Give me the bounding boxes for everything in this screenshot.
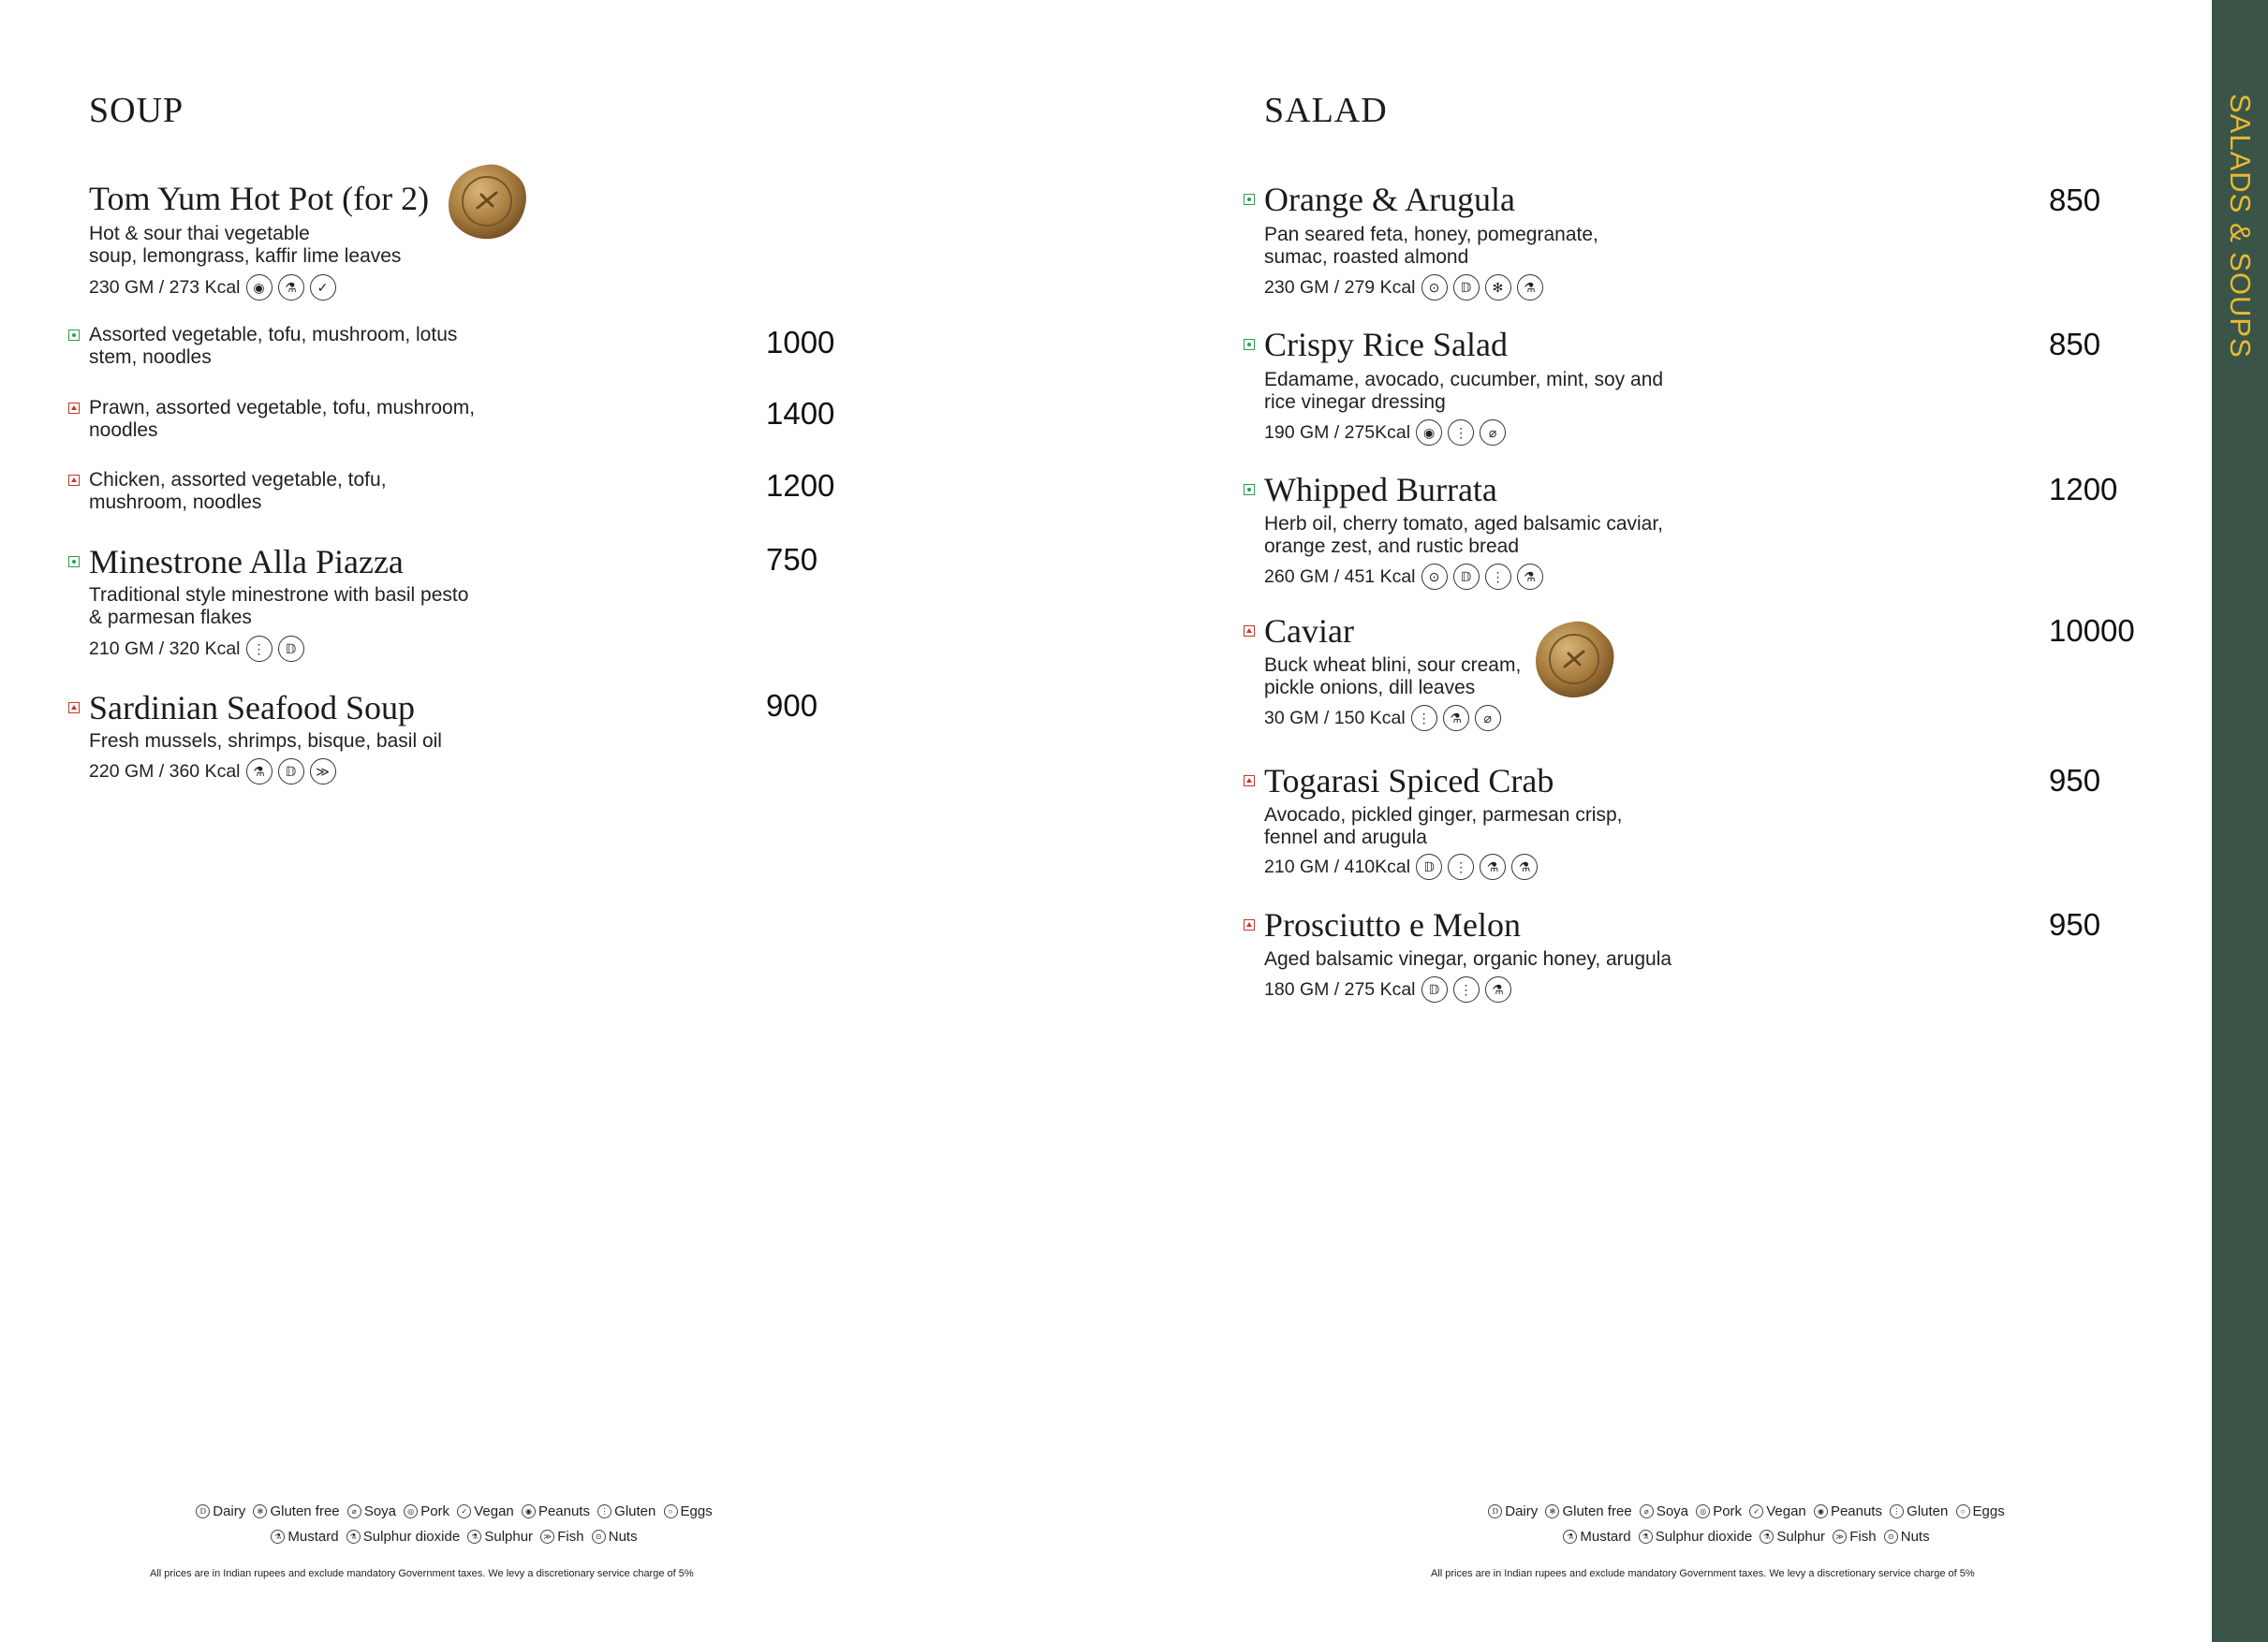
dish-description-line: fennel and arugula <box>1264 827 1427 848</box>
legend-label: Pork <box>1713 1503 1743 1519</box>
weight-calories: 230 GM / 279 Kcal <box>1264 277 1416 298</box>
legend-label: Nuts <box>1900 1529 1930 1545</box>
sulphur-icon: ⚗ <box>467 1530 481 1544</box>
peanuts-icon: ◉ <box>1416 419 1442 446</box>
veg-indicator-icon <box>1244 484 1255 495</box>
dish-description-line: soup, lemongrass, kaffir lime leaves <box>89 245 402 267</box>
legend-row <box>0 1498 908 1523</box>
dairy-icon: 𝔻 <box>1421 976 1448 1003</box>
variant-description-line: mushroom, noodles <box>89 491 262 513</box>
legend-label: Eggs <box>1972 1503 2005 1519</box>
sulphur-icon: ⚗ <box>1517 274 1543 301</box>
legend-row <box>1278 1523 2215 1548</box>
soya-icon: ⌀ <box>1475 705 1501 731</box>
dish-nutrition <box>1264 273 1543 301</box>
sulphur-dioxide-icon: ⚗ <box>1639 1530 1653 1544</box>
dish-description-line: Hot & sour thai vegetable <box>89 223 310 244</box>
mustard-icon: ⚗ <box>1485 976 1511 1003</box>
pork-icon: ◎ <box>1696 1504 1710 1518</box>
eggs-icon: ○ <box>664 1504 678 1518</box>
weight-calories: 260 GM / 451 Kcal <box>1264 566 1416 587</box>
dish-description-line: & parmesan flakes <box>89 607 252 628</box>
legend-label: Gluten free <box>270 1503 340 1519</box>
dish-price: 950 <box>2049 907 2101 942</box>
eggs-icon: ○ <box>1956 1504 1970 1518</box>
legend-label: Dairy <box>1505 1503 1539 1519</box>
dish-name: Sardinian Seafood Soup <box>89 689 415 726</box>
dish-nutrition <box>89 273 336 301</box>
variant-description-line: Chicken, assorted vegetable, tofu, <box>89 469 387 491</box>
gluten-free-icon: ✻ <box>1485 274 1511 301</box>
nonveg-indicator-icon <box>68 702 80 713</box>
soya-icon: ⌀ <box>1480 419 1506 446</box>
legend-label: Soya <box>1656 1503 1689 1519</box>
veg-indicator-icon <box>68 556 80 567</box>
soup-page <box>0 0 1133 1642</box>
legend-label: Soya <box>363 1503 397 1519</box>
dish-name: Minestrone Alla Piazza <box>89 543 404 580</box>
peanuts-icon: ◉ <box>1814 1504 1828 1518</box>
dairy-icon: 𝔻 <box>196 1504 210 1518</box>
veg-indicator-icon <box>1244 339 1255 350</box>
legend-label: Vegan <box>1766 1503 1806 1519</box>
mustard-icon: ⚗ <box>278 274 304 301</box>
legend-label: Dairy <box>213 1503 246 1519</box>
fish-icon: ≫ <box>1833 1530 1847 1544</box>
dairy-icon: 𝔻 <box>278 636 304 662</box>
variant-price: 1000 <box>766 325 835 359</box>
dish-nutrition <box>1264 704 1501 732</box>
weight-calories: 190 GM / 275Kcal <box>1264 422 1411 443</box>
dish-price: 1200 <box>2049 472 2118 506</box>
variant-description-line: stem, noodles <box>89 346 212 368</box>
dish-nutrition <box>1264 418 1506 447</box>
price-footnote: All prices are in Indian rupees and exclude mandatory Government taxes. We levy a discretionary service charge of 5% <box>1431 1568 1975 1579</box>
gluten-icon: ⋮ <box>597 1504 611 1518</box>
weight-calories: 180 GM / 275 Kcal <box>1264 979 1416 1000</box>
mustard-icon: ⚗ <box>1443 705 1469 731</box>
dish-description-line: Avocado, pickled ginger, parmesan crisp, <box>1264 804 1623 826</box>
allergen-legend <box>1278 1498 2215 1548</box>
variant-description-line: Prawn, assorted vegetable, tofu, mushroom, <box>89 397 476 418</box>
legend-row <box>1278 1498 2215 1523</box>
legend-label: Sulphur dioxide <box>362 1529 461 1545</box>
fish-icon: ≫ <box>310 758 336 784</box>
dish-name: Orange & Arugula <box>1264 181 1515 218</box>
gluten-icon: ⋮ <box>246 636 272 662</box>
sulphur-icon: ⚗ <box>1511 854 1538 880</box>
allergen-legend <box>0 1498 908 1548</box>
vegan-icon: ✓ <box>1749 1504 1763 1518</box>
side-tab-label-container <box>2212 94 2268 374</box>
legend-label: Gluten free <box>1562 1503 1632 1519</box>
dish-price: 900 <box>766 688 818 723</box>
dish-description-line: orange zest, and rustic bread <box>1264 535 1519 557</box>
legend-label: Sulphur dioxide <box>1655 1529 1753 1545</box>
nuts-icon: ⊙ <box>592 1530 606 1544</box>
variant-price: 1400 <box>766 396 835 431</box>
fish-icon: ≫ <box>540 1530 554 1544</box>
nonveg-indicator-icon <box>1244 775 1255 786</box>
side-tab-label: SALADS & SOUPS <box>2224 94 2257 359</box>
dish-description-line: Edamame, avocado, cucumber, mint, soy and <box>1264 369 1664 390</box>
pork-icon: ◎ <box>404 1504 418 1518</box>
vegan-icon: ✓ <box>457 1504 471 1518</box>
dish-description-line: Buck wheat blini, sour cream, <box>1264 654 1522 676</box>
gluten-icon: ⋮ <box>1890 1504 1904 1518</box>
dish-price: 750 <box>766 542 818 577</box>
dish-name: Whipped Burrata <box>1264 471 1497 508</box>
nonveg-indicator-icon <box>1244 919 1255 931</box>
nuts-icon: ⊙ <box>1421 274 1448 301</box>
dish-price: 10000 <box>2049 613 2135 648</box>
variant-description-line: Assorted vegetable, tofu, mushroom, lotus <box>89 324 458 345</box>
legend-row <box>0 1523 908 1548</box>
dish-nutrition <box>1264 563 1543 591</box>
dish-price: 950 <box>2049 763 2101 798</box>
variant-description-line: noodles <box>89 419 158 441</box>
price-footnote: All prices are in Indian rupees and exclude mandatory Government taxes. We levy a discretionary service charge of 5% <box>150 1568 694 1579</box>
legend-label: Sulphur <box>484 1529 534 1545</box>
mustard-icon: ⚗ <box>246 758 272 784</box>
dish-nutrition <box>1264 853 1538 881</box>
dish-description-line: pickle onions, dill leaves <box>1264 677 1476 698</box>
gluten-icon: ⋮ <box>1485 564 1511 590</box>
nonveg-indicator-icon <box>1244 625 1255 637</box>
legend-label: Eggs <box>680 1503 713 1519</box>
wax-seal-icon <box>1531 618 1617 700</box>
dish-nutrition <box>1264 975 1511 1004</box>
gluten-icon: ⋮ <box>1411 705 1437 731</box>
nonveg-indicator-icon <box>68 475 80 486</box>
dish-description-line: Herb oil, cherry tomato, aged balsamic caviar, <box>1264 513 1664 535</box>
dairy-icon: 𝔻 <box>1416 854 1442 880</box>
soya-icon: ⌀ <box>347 1504 361 1518</box>
gluten-icon: ⋮ <box>1453 976 1480 1003</box>
dairy-icon: 𝔻 <box>1453 274 1480 301</box>
legend-label: Pork <box>420 1503 450 1519</box>
dish-price: 850 <box>2049 183 2101 217</box>
weight-calories: 30 GM / 150 Kcal <box>1264 708 1406 728</box>
dish-name: Caviar <box>1264 612 1354 650</box>
wax-seal-icon <box>444 161 530 242</box>
peanuts-icon: ◉ <box>246 274 272 301</box>
legend-label: Gluten <box>1907 1503 1949 1519</box>
dish-description-line: Aged balsamic vinegar, organic honey, arugula <box>1264 948 1672 970</box>
dairy-icon: 𝔻 <box>1453 564 1480 590</box>
gluten-free-icon: ✻ <box>253 1504 267 1518</box>
weight-calories: 210 GM / 410Kcal <box>1264 857 1411 877</box>
legend-label: Vegan <box>474 1503 514 1519</box>
veg-indicator-icon <box>1244 194 1255 205</box>
legend-label: Peanuts <box>538 1503 590 1519</box>
legend-label: Gluten <box>614 1503 656 1519</box>
sulphur-dioxide-icon: ⚗ <box>346 1530 361 1544</box>
dish-name: Crispy Rice Salad <box>1264 326 1508 363</box>
legend-label: Fish <box>557 1529 584 1545</box>
peanuts-icon: ◉ <box>522 1504 536 1518</box>
dish-nutrition <box>89 757 336 785</box>
variant-price: 1200 <box>766 468 835 503</box>
legend-label: Peanuts <box>1830 1503 1882 1519</box>
dish-nutrition <box>89 635 304 663</box>
gluten-icon: ⋮ <box>1448 854 1474 880</box>
sulphur-icon: ⚗ <box>1760 1530 1774 1544</box>
dish-name: Togarasi Spiced Crab <box>1264 762 1554 799</box>
dish-name: Prosciutto e Melon <box>1264 906 1521 944</box>
weight-calories: 230 GM / 273 Kcal <box>89 277 241 298</box>
dish-price: 850 <box>2049 327 2101 361</box>
vegan-icon: ✓ <box>310 274 336 301</box>
legend-label: Sulphur <box>1776 1529 1826 1545</box>
legend-label: Mustard <box>287 1529 339 1545</box>
mustard-icon: ⚗ <box>271 1530 285 1544</box>
dish-name: Tom Yum Hot Pot (for 2) <box>89 180 430 217</box>
salad-page <box>1133 0 2212 1642</box>
legend-label: Nuts <box>608 1529 638 1545</box>
dish-description-line: sumac, roasted almond <box>1264 246 1469 268</box>
veg-indicator-icon <box>68 330 80 341</box>
sulphur-icon: ⚗ <box>1517 564 1543 590</box>
mustard-icon: ⚗ <box>1563 1530 1577 1544</box>
legend-label: Fish <box>1849 1529 1877 1545</box>
legend-label: Mustard <box>1580 1529 1631 1545</box>
soya-icon: ⌀ <box>1640 1504 1654 1518</box>
nuts-icon: ⊙ <box>1421 564 1448 590</box>
nonveg-indicator-icon <box>68 403 80 414</box>
section-title-soup: SOUP <box>89 91 184 130</box>
dairy-icon: 𝔻 <box>278 758 304 784</box>
weight-calories: 210 GM / 320 Kcal <box>89 638 241 659</box>
nuts-icon: ⊙ <box>1884 1530 1898 1544</box>
mustard-icon: ⚗ <box>1480 854 1506 880</box>
section-title-salad: SALAD <box>1264 91 1388 130</box>
dairy-icon: 𝔻 <box>1488 1504 1502 1518</box>
gluten-free-icon: ✻ <box>1545 1504 1559 1518</box>
dish-description-line: rice vinegar dressing <box>1264 391 1446 413</box>
dish-description-line: Pan seared feta, honey, pomegranate, <box>1264 224 1598 245</box>
gluten-icon: ⋮ <box>1448 419 1474 446</box>
dish-description-line: Traditional style minestrone with basil pesto <box>89 584 469 606</box>
dish-description-line: Fresh mussels, shrimps, bisque, basil oil <box>89 730 442 752</box>
weight-calories: 220 GM / 360 Kcal <box>89 761 241 782</box>
